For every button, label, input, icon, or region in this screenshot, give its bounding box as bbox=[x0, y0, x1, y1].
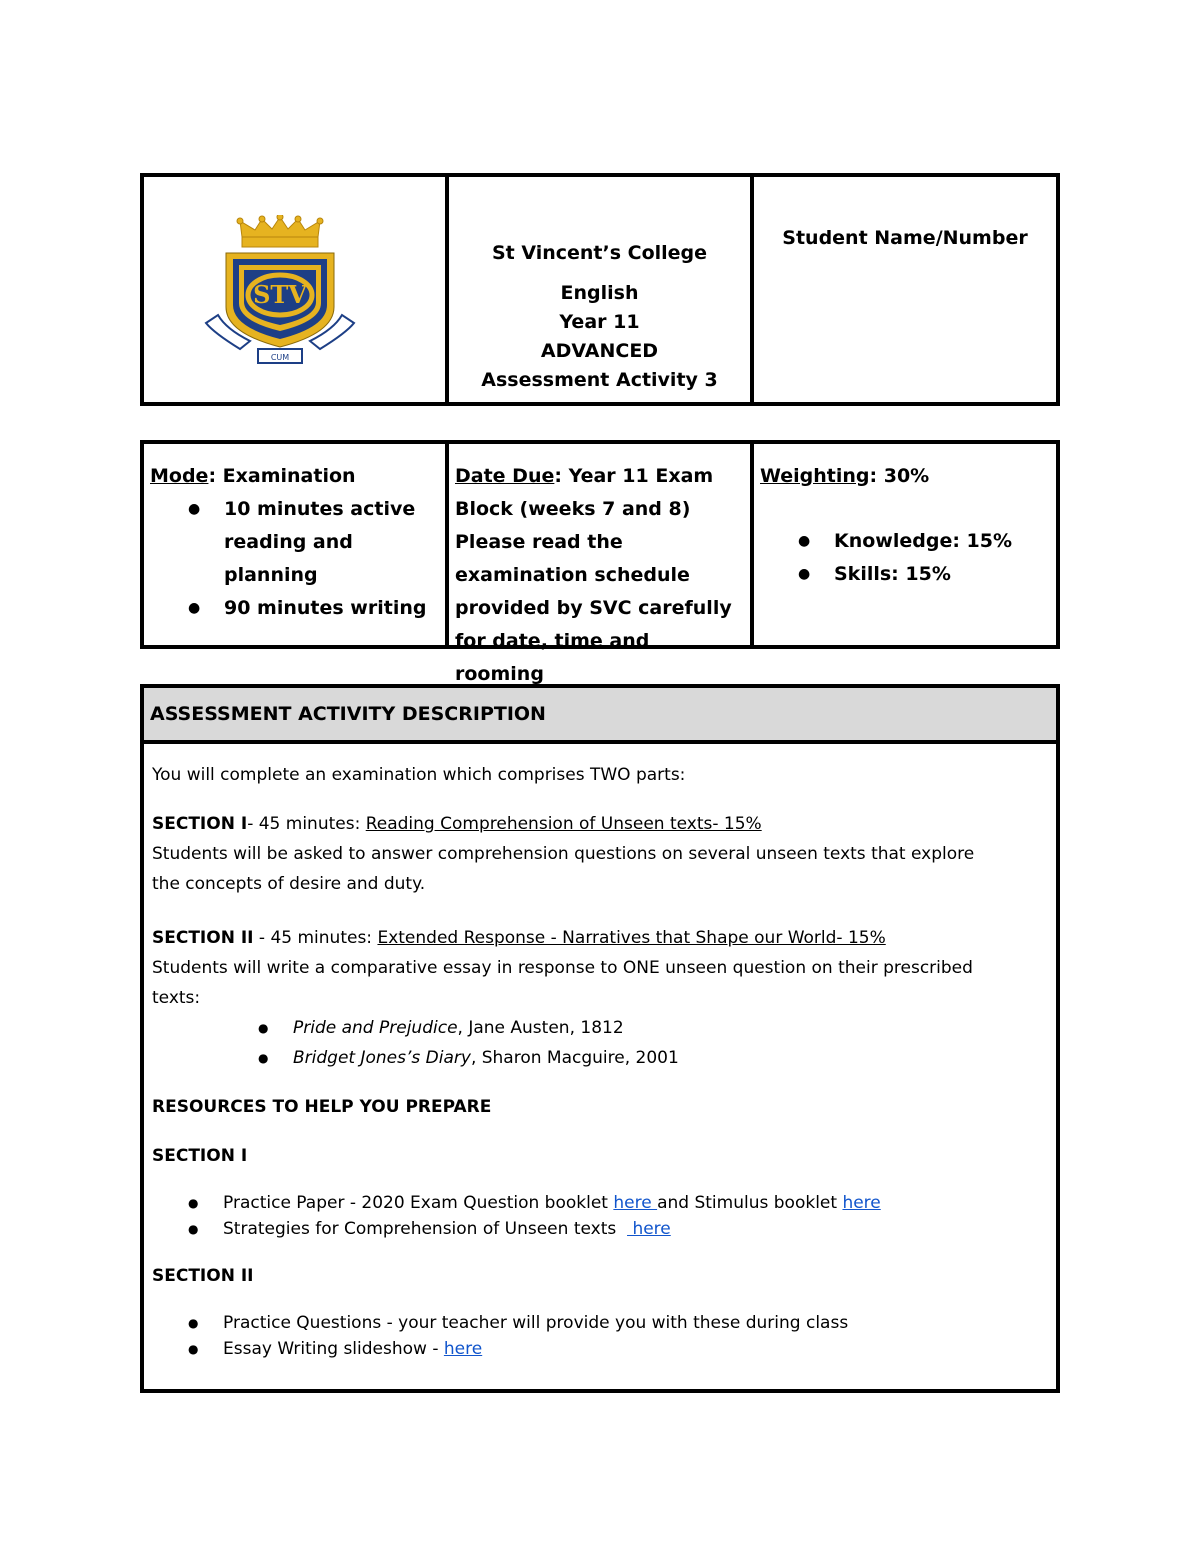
activity: Assessment Activity 3 bbox=[481, 369, 718, 391]
resources-1-list bbox=[152, 1190, 1056, 1242]
student-label: Student Name/Number bbox=[782, 227, 1028, 249]
list-item: ● Pride and Prejudice, Jane Austen, 1812 bbox=[152, 1013, 1056, 1043]
title-cell bbox=[449, 177, 754, 402]
due-label: Date Due bbox=[455, 465, 555, 487]
student-cell[interactable] bbox=[754, 177, 1056, 402]
list-item: ● Practice Questions - your teacher will provide you with these during class bbox=[152, 1310, 1056, 1336]
resources-heading: RESOURCES TO HELP YOU PREPARE bbox=[152, 1097, 492, 1117]
list-item: ● Knowledge: 15% bbox=[760, 525, 1050, 558]
texts-list bbox=[152, 1013, 1056, 1073]
list-item: ● 10 minutes active reading and planning bbox=[150, 493, 439, 592]
list-item: ● Essay Writing slideshow - here bbox=[152, 1336, 1056, 1362]
exam-booklet-link[interactable]: here bbox=[613, 1193, 658, 1213]
school-crest-logo bbox=[200, 215, 360, 365]
mode-list bbox=[150, 493, 439, 625]
weight-label: Weighting bbox=[760, 465, 870, 487]
section-2-line: SECTION II - 45 minutes: Extended Response - Narratives that Shape our World- 15% bbox=[152, 928, 886, 948]
mode-value: : Examination bbox=[208, 465, 356, 487]
intro: You will complete an examination which comprises TWO parts: bbox=[152, 765, 686, 785]
mode-cell bbox=[144, 444, 449, 645]
weight-list bbox=[760, 525, 1050, 591]
list-item: ● Strategies for Comprehension of Unseen texts here bbox=[152, 1216, 1056, 1242]
description-table bbox=[140, 684, 1060, 1393]
mode-label: Mode bbox=[150, 465, 209, 487]
weight-value: : 30% bbox=[869, 465, 930, 487]
svg-text:CUM: CUM bbox=[270, 352, 289, 362]
list-item: ● Skills: 15% bbox=[760, 558, 1050, 591]
list-item: ● Bridget Jones’s Diary, Sharon Macguire, 2001 bbox=[152, 1043, 1056, 1073]
section-1-line: SECTION I- 45 minutes: Reading Comprehension of Unseen texts- 15% bbox=[152, 814, 762, 834]
section-1-body: Students will be asked to answer comprehension questions on several unseen texts that explore the concepts of desire and duty. bbox=[152, 844, 975, 894]
resources-section-1: SECTION I bbox=[152, 1146, 248, 1166]
meta-table bbox=[140, 440, 1060, 685]
subject: English bbox=[560, 282, 639, 304]
description-body bbox=[144, 744, 1056, 1362]
svg-text:STV: STV bbox=[252, 279, 307, 309]
stimulus-booklet-link[interactable]: here bbox=[842, 1193, 881, 1213]
essay-slideshow-link[interactable]: here bbox=[443, 1339, 483, 1359]
strategies-link[interactable]: here bbox=[627, 1219, 671, 1239]
weighting-cell bbox=[754, 444, 1056, 645]
resources-2-list bbox=[152, 1310, 1056, 1362]
logo-cell bbox=[144, 177, 449, 402]
school-name: St Vincent’s College bbox=[491, 242, 708, 264]
list-item: ● Practice Paper - 2020 Exam Question booklet here and Stimulus booklet here bbox=[152, 1190, 1056, 1216]
due-value: : Year 11 Exam Block (weeks 7 and 8) Please read the examination schedule provided by SVC carefully for date, time and rooming bbox=[455, 465, 732, 685]
year: Year 11 bbox=[559, 311, 640, 333]
header-table bbox=[140, 173, 1060, 406]
course: ADVANCED bbox=[540, 340, 659, 362]
resources-section-2: SECTION II bbox=[152, 1266, 254, 1286]
section-2-body: Students will write a comparative essay in response to ONE unseen question on their prescribed texts: bbox=[152, 958, 973, 1008]
list-item: ● 90 minutes writing bbox=[150, 592, 439, 625]
description-heading: ASSESSMENT ACTIVITY DESCRIPTION bbox=[144, 688, 1056, 744]
due-cell bbox=[449, 444, 754, 685]
